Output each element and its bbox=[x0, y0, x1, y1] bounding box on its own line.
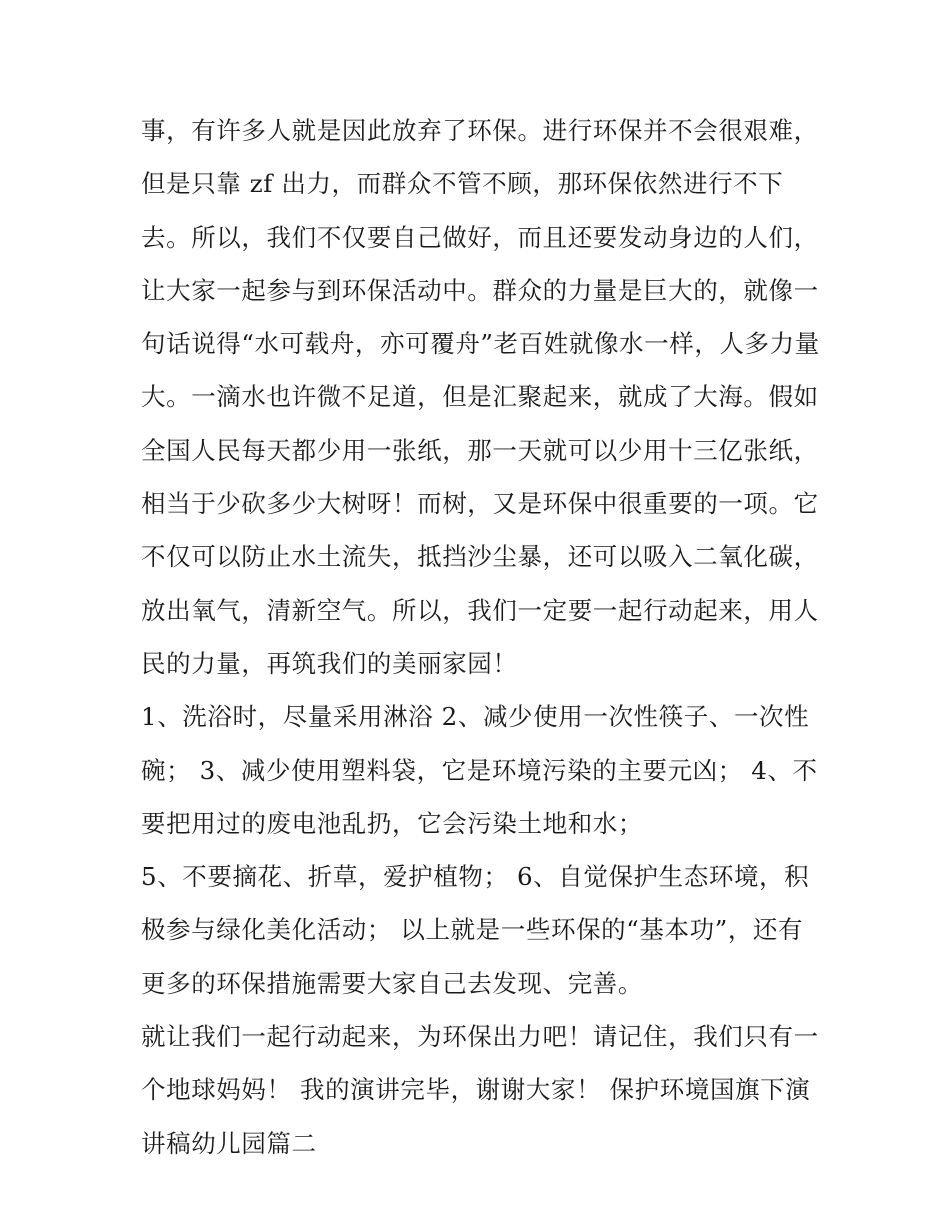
text-line: 极参与绿化美化活动； 以上就是一些环保的“基本功”，还有 bbox=[141, 915, 804, 945]
text-line: 就让我们一起行动起来，为环保出力吧！请记住，我们只有一 bbox=[141, 1022, 819, 1052]
text-line: 相当于少砍多少大树呀！而树，又是环保中很重要的一项。它 bbox=[141, 489, 819, 519]
body-text bbox=[141, 104, 821, 1170]
text-line: 讲稿幼儿园篇二 bbox=[141, 1128, 317, 1158]
text-line: 但是只靠 zf 出力，而群众不管不顾，那环保依然进行不下 bbox=[141, 169, 784, 199]
text-line: 放出氧气，清新空气。所以，我们一定要一起行动起来，用人 bbox=[141, 595, 819, 625]
text-line: 去。所以，我们不仅要自己做好，而且还要发动身边的人们， bbox=[141, 222, 819, 252]
text-line: 事，有许多人就是因此放弃了环保。进行环保并不会很艰难， bbox=[141, 116, 819, 145]
text-line: 不仅可以防止水土流失，抵挡沙尘暴，还可以吸入二氧化碳， bbox=[141, 542, 819, 572]
text-line: 让大家一起参与到环保活动中。群众的力量是巨大的，就像一 bbox=[141, 275, 819, 305]
text-line: 更多的环保措施需要大家自己去发现、完善。 bbox=[141, 968, 643, 998]
text-line: 全国人民每天都少用一张纸，那一天就可以少用十三亿张纸， bbox=[141, 435, 819, 465]
text-line: 个地球妈妈！ 我的演讲完毕，谢谢大家！ 保护环境国旗下演 bbox=[141, 1075, 811, 1105]
text-line: 民的力量，再筑我们的美丽家园！ bbox=[141, 648, 518, 678]
text-line: 1、洗浴时，尽量采用淋浴 2、减少使用一次性筷子、一次性 bbox=[141, 702, 810, 732]
text-line: 5、不要摘花、折草，爱护植物； 6、自觉保护生态环境，积 bbox=[141, 862, 810, 892]
text-line: 碗； 3、减少使用塑料袋，它是环境污染的主要元凶； 4、不 bbox=[141, 755, 818, 785]
text-line: 句话说得“水可载舟，亦可覆舟”老百姓就像水一样，人多力量 bbox=[141, 329, 820, 359]
text-line: 要把用过的废电池乱扔，它会污染土地和水； bbox=[141, 808, 643, 838]
text-line: 大。一滴水也许微不足道，但是汇聚起来，就成了大海。假如 bbox=[141, 382, 819, 412]
